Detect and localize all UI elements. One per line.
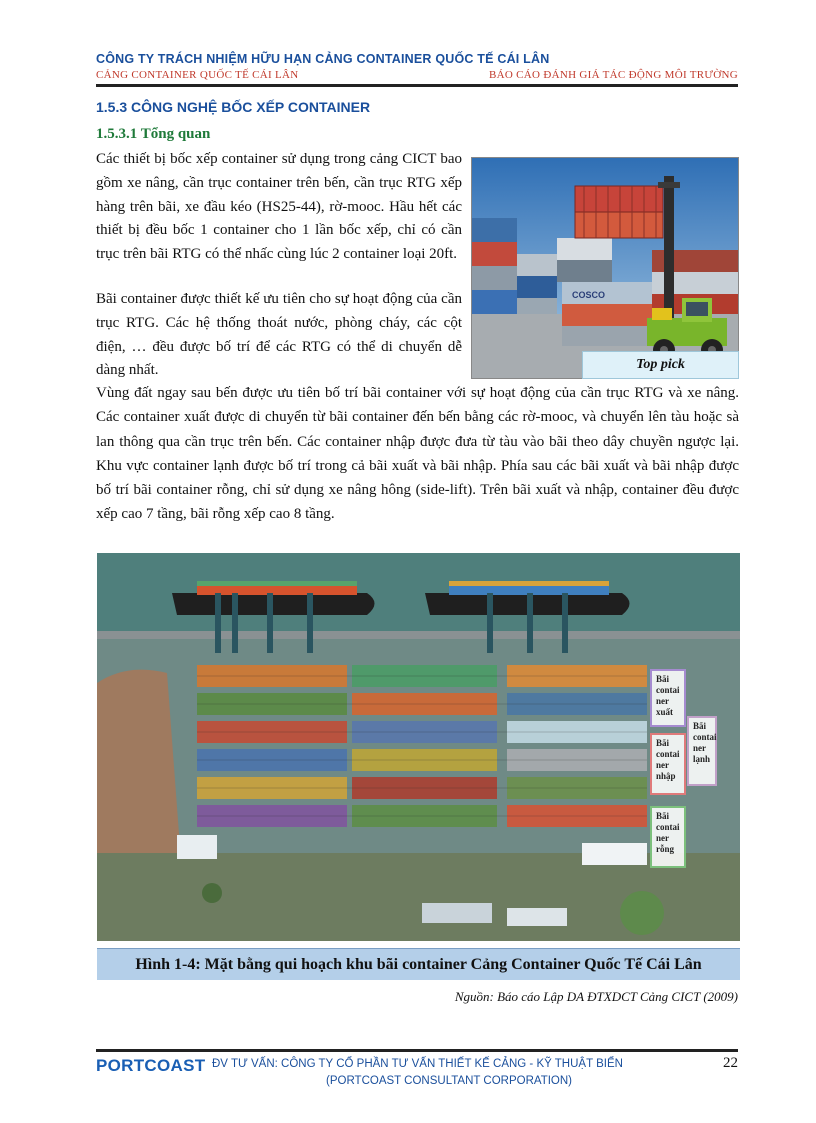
cosco-label: COSCO <box>572 290 606 300</box>
footer-rule <box>96 1049 738 1052</box>
footer-consultant-en: (PORTCOAST CONSULTANT CORPORATION) <box>326 1075 572 1087</box>
photo-caption: Top pick <box>582 351 739 379</box>
header-left: CẢNG CONTAINER QUỐC TẾ CÁI LÂN <box>96 69 299 81</box>
legend-export-yard: Bãi contai ner xuất <box>650 669 686 727</box>
header-company: CÔNG TY TRÁCH NHIỆM HỮU HẠN CẢNG CONTAINER QUỐC TẾ CÁI LÂN <box>96 52 550 66</box>
portcoast-logo: PORTCOAST <box>96 1056 206 1075</box>
paragraph-yard-layout: Vùng đất ngay sau bến được ưu tiên bố trí bãi container với sự hoạt động của cần trục RTG và xe nâng. Các container xuất được di chuyển từ bãi container đến bến bằng các rờ-mooc, và chuyển lên tàu hoặc sà lan thông qua cần trục trên bến. Các container nhập được đưa từ tàu vào bãi theo dây chuyền ngược lại. Khu vực container lạnh được bố trí trong cả bãi xuất và bãi nhập. Phía sau các bãi xuất và bãi nhập được bố trí bãi container rỗng, chỉ sử dụng xe nâng hông (side-lift). Trên bãi xuất và nhập, container đều được xếp cao 7 tầng, bãi rỗng xếp cao 8 tầng. <box>96 385 739 523</box>
footer-consultant: ĐV TƯ VẤN: CÔNG TY CỔ PHẦN TƯ VẤN THIẾT KẾ CẢNG - KỸ THUẬT BIỂN <box>212 1058 623 1070</box>
legend-reefer-yard: Bãi contai ner lạnh <box>687 716 717 786</box>
top-pick-photo <box>471 157 739 379</box>
legend-import-yard: Bãi contai ner nhập <box>650 733 686 795</box>
paragraph-equipment: Các thiết bị bốc xếp container sử dụng trong cảng CICT bao gồm xe nâng, cần trục container trên bến, cần trục RTG xếp hàng trên bãi, xe đầu kéo (HS25-44), rờ-mooc. Hầu hết các thiết bị đều bốc 1 container cho 1 lần bốc xếp, chỉ có cần trục trên bãi RTG có thể nhấc cùng lúc 2 container loại 20ft. <box>96 151 462 263</box>
legend-empty-yard: Bãi contai ner rỗng <box>650 806 686 868</box>
header-right: BÁO CÁO ĐÁNH GIÁ TÁC ĐỘNG MÔI TRƯỜNG <box>488 69 738 81</box>
subsection-title: 1.5.3.1 Tổng quan <box>96 126 211 142</box>
header-rule <box>96 84 738 87</box>
terminal-plan-figure <box>97 553 740 941</box>
paragraph-yard-design: Bãi container được thiết kế ưu tiên cho sự hoạt động của cần trục RTG. Các hệ thống thoát nước, phòng cháy, các cột điện, … đều được bố trí để các RTG có thể di chuyển dễ dàng nhất. <box>96 291 462 379</box>
figure-source: Nguồn: Báo cáo Lập DA ĐTXDCT Cảng CICT (2009) <box>454 989 738 1004</box>
section-title: 1.5.3 CÔNG NGHỆ BỐC XẾP CONTAINER <box>96 99 371 115</box>
figure-caption: Hình 1-4: Mặt bằng qui hoạch khu bãi container Cảng Container Quốc Tế Cái Lân <box>97 948 740 980</box>
page-number: 22 <box>723 1055 738 1071</box>
